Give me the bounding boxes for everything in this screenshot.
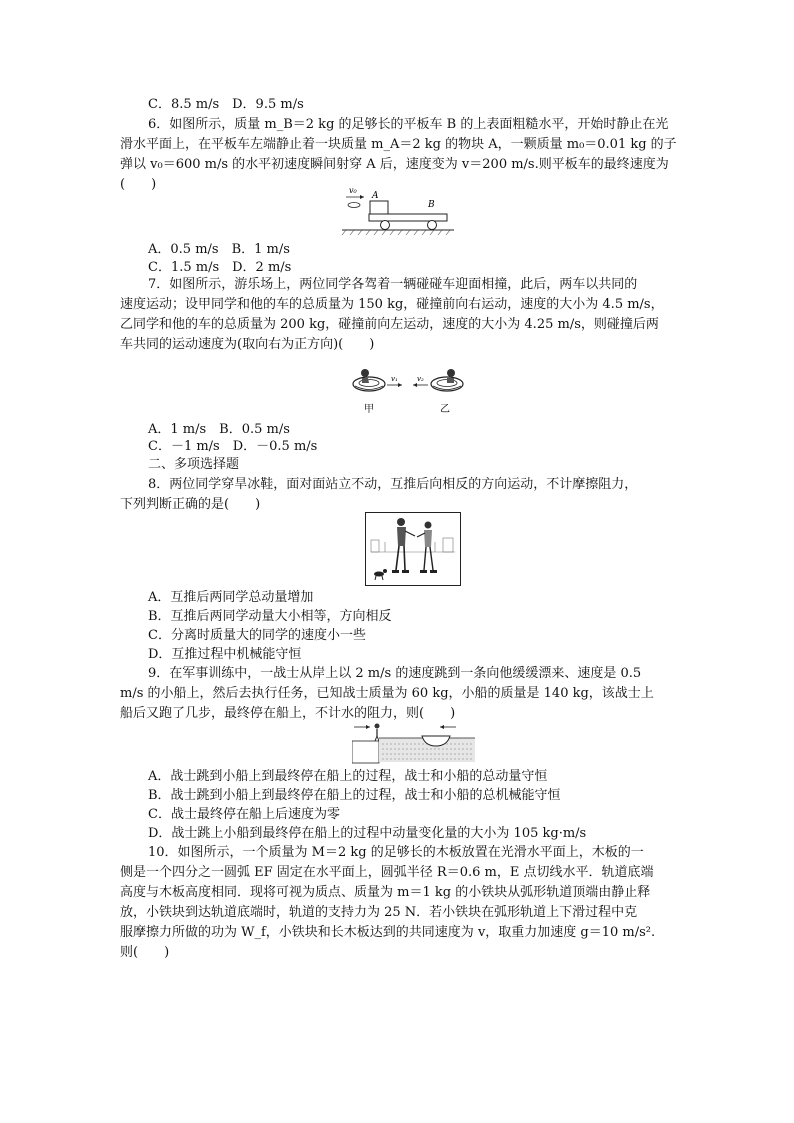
- q8-option-c: C．分离时质量大的同学的速度小一些: [148, 628, 366, 643]
- q10-stem-line-3: 高度与木板高度相同．现将可视为质点、质量为 m＝1 kg 的小铁块从弧形轨道顶端由静止释: [120, 885, 651, 900]
- q10-stem-line-2: 侧是一个四分之一圆弧 EF 固定在水平面上，圆弧半径 R＝0.6 m，E 点切线水平．轨道底端: [120, 865, 654, 880]
- q7-label-jia: 甲: [364, 404, 374, 415]
- q7-car-jia: [353, 369, 385, 391]
- q7-label-v1: v₁: [391, 375, 398, 383]
- q9-soldier: [354, 724, 380, 742]
- q6-block-a: [370, 201, 388, 214]
- q7-bumper-cars-figure: [350, 366, 466, 418]
- q9-stem-line-3: 船后又跑了几步，最终停在船上，不计水的阻力，则( ): [120, 706, 456, 721]
- q7-stem-line-2: 速度运动；设甲同学和他的车的总质量为 150 kg，碰撞前向右运动，速度的大小为 4.5 m/s，: [120, 297, 664, 312]
- q9-option-d: D．战士跳上小船到最终停在船上的过程中动量变化量的大小为 105 kg·m/s: [148, 826, 587, 841]
- q9-option-c: C．战士最终停在船上后速度为零: [148, 807, 340, 822]
- q6-wheel-right: [428, 221, 437, 230]
- q5-options-cd: C．8.5 m/s D．9.5 m/s: [148, 97, 304, 112]
- q6-wheel-left: [381, 221, 390, 230]
- q9-boat-figure: [352, 722, 476, 764]
- q8-option-d: D．互推过程中机械能守恒: [148, 647, 302, 662]
- q6-bullet: [348, 203, 360, 208]
- q8-stem-line-1: 8．两位同学穿旱冰鞋，面对面站立不动，互推后向相反的方向运动，不计摩擦阻力，: [148, 477, 638, 492]
- q6-label-v0: v₀: [349, 186, 357, 195]
- q6-options-cd: C．1.5 m/s D．2 m/s: [148, 260, 292, 275]
- q9-option-a: A．战士跳到小船上到最终停在船上的过程，战士和小船的总动量守恒: [148, 769, 548, 784]
- q8-stem-line-2: 下列判断正确的是( ): [120, 497, 261, 512]
- q7-options-cd: C．－1 m/s D．－0.5 m/s: [148, 439, 318, 454]
- q8-option-a: A．互推后两同学总动量增加: [148, 590, 314, 605]
- q8-option-b: B．互推后两同学动量大小相等，方向相反: [148, 609, 392, 624]
- q10-stem-line-6: 则( ): [120, 945, 170, 960]
- q7-stem-line-4: 车共同的运动速度为(取向右为正方向)( ): [120, 337, 375, 352]
- q9-option-b: B．战士跳到小船上到最终停在船上的过程，战士和小船的总机械能守恒: [148, 788, 561, 803]
- q7-label-yi: 乙: [440, 404, 450, 415]
- q7-label-v2: v₂: [417, 375, 424, 383]
- q6-cart-b: [369, 214, 447, 221]
- q6-cart-figure: [340, 183, 456, 238]
- q7-stem-line-3: 乙同学和他的车的总质量为 200 kg，碰撞前向左运动，速度的大小为 4.25 m/s，则碰撞后两: [120, 317, 659, 332]
- section-multiple-choice-title: 二、多项选择题: [148, 457, 240, 472]
- q6-label-b: B: [428, 200, 435, 210]
- q6-options-ab: A．0.5 m/s B．1 m/s: [148, 242, 290, 257]
- q10-stem-line-5: 服摩擦力所做的功为 W_f，小铁块和长木板达到的共同速度为 v，取重力加速度 g＝10 m/s².: [120, 925, 656, 940]
- q6-ground-hatch: [342, 230, 450, 235]
- q6-label-a: A: [372, 191, 379, 201]
- q10-stem-line-4: 放，小铁块到达轨道底端时，轨道的支持力为 25 N．若小铁块在弧形轨道上下滑过程中克: [120, 905, 638, 920]
- q9-bank: [352, 741, 379, 763]
- q7-stem-line-1: 7．如图所示，游乐场上，两位同学各驾着一辆碰碰车迎面相撞，此后，两车以共同的: [148, 277, 638, 292]
- q6-stem-line-4: ( ): [120, 177, 157, 192]
- q6-stem-line-1: 6．如图所示，质量 m_B＝2 kg 的足够长的平板车 B 的上表面粗糙水平，开始时静止在光: [148, 117, 669, 132]
- q10-stem-line-1: 10．如图所示，一个质量为 M＝2 kg 的足够长的木板放置在光滑水平面上，木板的一: [148, 845, 644, 860]
- q6-stem-line-2: 滑水平面上，在平板车左端静止着一块质量 m_A＝2 kg 的物块 A，一颗质量 m₀＝0.01 kg 的子: [120, 137, 677, 152]
- q7-car-yi: [431, 369, 463, 391]
- q9-stem-line-2: m/s 的小船上，然后去执行任务，已知战士质量为 60 kg，小船的质量是 140 kg，该战士上: [120, 686, 654, 701]
- q8-skaters-figure: [365, 512, 461, 586]
- q7-options-ab: A．1 m/s B．0.5 m/s: [148, 422, 290, 437]
- q9-stem-line-1: 9．在军事训练中，一战士从岸上以 2 m/s 的速度跳到一条向他缓缓漂来、速度是 0.5: [148, 666, 642, 681]
- q6-stem-line-3: 弹以 v₀＝600 m/s 的水平初速度瞬间射穿 A 后，速度变为 v＝200 m/s.则平板车的最终速度为: [120, 157, 669, 172]
